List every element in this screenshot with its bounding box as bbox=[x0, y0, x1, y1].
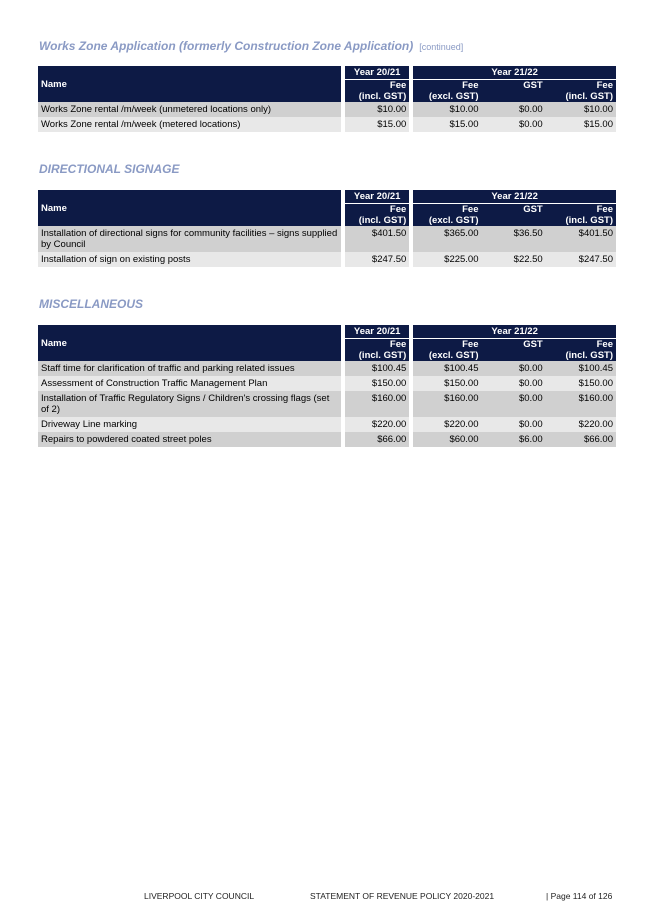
fee-prev-incl: $10.00 bbox=[345, 102, 409, 117]
fee-curr-gst: $6.00 bbox=[482, 432, 546, 447]
incl-fee-header bbox=[546, 204, 616, 226]
fee-curr-gst: $22.50 bbox=[482, 252, 546, 267]
incl-fee-header bbox=[546, 80, 616, 102]
excl-fee-header bbox=[413, 339, 481, 361]
fee-curr-gst: $0.00 bbox=[482, 391, 546, 417]
gst-header-label: GST bbox=[523, 80, 543, 91]
incl-fee-header-line2: (incl. GST) bbox=[565, 91, 613, 102]
year-prev-header: Year 20/21 bbox=[345, 325, 409, 339]
fee-curr-incl: $401.50 bbox=[546, 226, 616, 252]
gst-header bbox=[482, 204, 546, 226]
fee-prev-incl: $160.00 bbox=[345, 391, 409, 417]
table-row bbox=[38, 432, 616, 447]
name-header: Name bbox=[38, 190, 341, 226]
fee-prev-incl: $100.45 bbox=[345, 361, 409, 376]
excl-fee-header-line2: (excl. GST) bbox=[428, 91, 479, 102]
gst-header-blank bbox=[485, 91, 543, 102]
gst-header-blank bbox=[485, 350, 543, 361]
fee-curr-gst: $0.00 bbox=[482, 361, 546, 376]
fee-name: Installation of Traffic Regulatory Signs / Children's crossing flags (set of 2) bbox=[38, 391, 341, 417]
excl-fee-header-line1: Fee bbox=[462, 339, 479, 350]
fee-prev-incl: $150.00 bbox=[345, 376, 409, 391]
gst-header bbox=[482, 339, 546, 361]
table-row bbox=[38, 417, 616, 432]
fee-prev-incl: $401.50 bbox=[345, 226, 409, 252]
fee-curr-excl: $225.00 bbox=[413, 252, 481, 267]
fee-table bbox=[38, 190, 616, 267]
footer-doc-title: STATEMENT OF REVENUE POLICY 2020-2021 bbox=[310, 891, 495, 901]
fee-curr-excl: $365.00 bbox=[413, 226, 481, 252]
table-row bbox=[38, 102, 616, 117]
excl-fee-header-line1: Fee bbox=[462, 80, 479, 91]
excl-fee-header-line2: (excl. GST) bbox=[428, 350, 479, 361]
incl-fee-header-line1: Fee bbox=[596, 80, 613, 91]
fee-curr-incl: $150.00 bbox=[546, 376, 616, 391]
table-row bbox=[38, 361, 616, 376]
continued-label: [continued] bbox=[419, 42, 464, 52]
prev-fee-header-line2: (incl. GST) bbox=[358, 350, 407, 361]
fee-curr-gst: $36.50 bbox=[482, 226, 546, 252]
table-row bbox=[38, 117, 616, 132]
table-row bbox=[38, 391, 616, 417]
gst-header bbox=[482, 80, 546, 102]
footer-page-number: | Page 114 of 126 bbox=[546, 891, 613, 901]
incl-fee-header-line1: Fee bbox=[596, 204, 613, 215]
directional-signage-title: DIRECTIONAL SIGNAGE bbox=[39, 162, 180, 176]
gst-header-blank bbox=[485, 215, 543, 226]
section-title-text: Works Zone Application (formerly Construction Zone Application) bbox=[39, 39, 414, 53]
excl-fee-header-line1: Fee bbox=[462, 204, 479, 215]
fee-prev-incl: $247.50 bbox=[345, 252, 409, 267]
table-row bbox=[38, 252, 616, 267]
footer-org: LIVERPOOL CITY COUNCIL bbox=[144, 891, 255, 901]
year-curr-header: Year 21/22 bbox=[413, 190, 616, 204]
prev-fee-header-line2: (incl. GST) bbox=[358, 91, 407, 102]
fee-name: Assessment of Construction Traffic Management Plan bbox=[38, 376, 341, 391]
prev-fee-header bbox=[345, 204, 409, 226]
fee-name: Installation of sign on existing posts bbox=[38, 252, 341, 267]
gst-header-label: GST bbox=[523, 204, 543, 215]
fee-prev-incl: $66.00 bbox=[345, 432, 409, 447]
year-curr-header: Year 21/22 bbox=[413, 325, 616, 339]
incl-fee-header-line2: (incl. GST) bbox=[565, 350, 613, 361]
prev-fee-header-line2: (incl. GST) bbox=[358, 215, 407, 226]
fee-prev-incl: $15.00 bbox=[345, 117, 409, 132]
fee-curr-excl: $60.00 bbox=[413, 432, 481, 447]
fee-curr-gst: $0.00 bbox=[482, 102, 546, 117]
gst-header-label: GST bbox=[523, 339, 543, 350]
excl-fee-header-line2: (excl. GST) bbox=[428, 215, 479, 226]
prev-fee-header-line1: Fee bbox=[389, 80, 407, 91]
prev-fee-header bbox=[345, 80, 409, 102]
miscellaneous-title: MISCELLANEOUS bbox=[39, 297, 144, 311]
year-prev-header: Year 20/21 bbox=[345, 66, 409, 80]
fee-table bbox=[38, 66, 616, 132]
fee-curr-excl: $160.00 bbox=[413, 391, 481, 417]
excl-fee-header bbox=[413, 204, 481, 226]
fee-name: Installation of directional signs for community facilities – signs supplied by Council bbox=[38, 226, 341, 252]
fee-curr-excl: $220.00 bbox=[413, 417, 481, 432]
fee-prev-incl: $220.00 bbox=[345, 417, 409, 432]
fee-curr-incl: $10.00 bbox=[546, 102, 616, 117]
fee-curr-incl: $100.45 bbox=[546, 361, 616, 376]
fee-name: Works Zone rental /m/week (metered locations) bbox=[38, 117, 341, 132]
fee-name: Repairs to powdered coated street poles bbox=[38, 432, 341, 447]
fee-name: Works Zone rental /m/week (unmetered locations only) bbox=[38, 102, 341, 117]
table-row bbox=[38, 226, 616, 252]
name-header: Name bbox=[38, 325, 341, 361]
fee-curr-excl: $15.00 bbox=[413, 117, 481, 132]
prev-fee-header-line1: Fee bbox=[389, 339, 407, 350]
fee-curr-incl: $160.00 bbox=[546, 391, 616, 417]
excl-fee-header bbox=[413, 80, 481, 102]
fee-curr-gst: $0.00 bbox=[482, 376, 546, 391]
fee-name: Driveway Line marking bbox=[38, 417, 341, 432]
year-curr-header: Year 21/22 bbox=[413, 66, 616, 80]
fee-curr-gst: $0.00 bbox=[482, 417, 546, 432]
fee-curr-incl: $15.00 bbox=[546, 117, 616, 132]
incl-fee-header-line2: (incl. GST) bbox=[565, 215, 613, 226]
prev-fee-header bbox=[345, 339, 409, 361]
fee-curr-excl: $150.00 bbox=[413, 376, 481, 391]
fee-table bbox=[38, 325, 616, 447]
fee-curr-incl: $66.00 bbox=[546, 432, 616, 447]
year-prev-header: Year 20/21 bbox=[345, 190, 409, 204]
table-row bbox=[38, 376, 616, 391]
name-header: Name bbox=[38, 66, 341, 102]
fee-curr-gst: $0.00 bbox=[482, 117, 546, 132]
prev-fee-header-line1: Fee bbox=[389, 204, 407, 215]
fee-curr-incl: $220.00 bbox=[546, 417, 616, 432]
fee-curr-excl: $100.45 bbox=[413, 361, 481, 376]
fee-curr-incl: $247.50 bbox=[546, 252, 616, 267]
incl-fee-header bbox=[546, 339, 616, 361]
incl-fee-header-line1: Fee bbox=[596, 339, 613, 350]
page-section-title bbox=[39, 39, 463, 53]
fee-name: Staff time for clarification of traffic and parking related issues bbox=[38, 361, 341, 376]
fee-curr-excl: $10.00 bbox=[413, 102, 481, 117]
